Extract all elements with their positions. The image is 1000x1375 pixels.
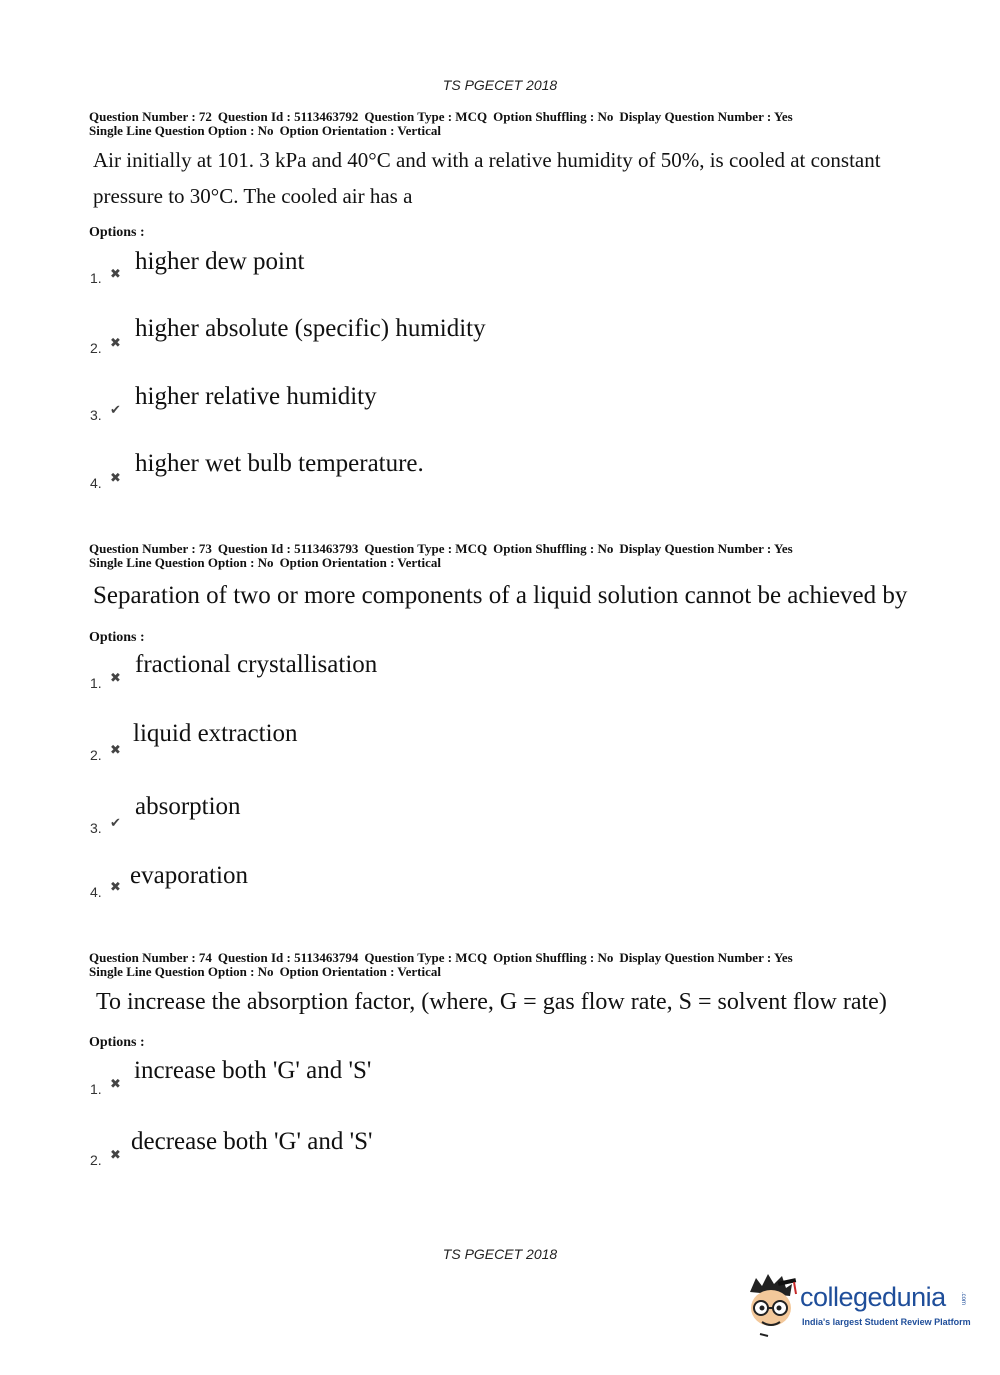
meta-line-2: Single Line Question Option : No Option Orientation : Vertical — [89, 123, 441, 138]
logo-tagline: India's largest Student Review Platform — [802, 1317, 971, 1327]
meta-line-1: Question Number : 74 Question Id : 5113463794 Question Type : MCQ Option Shuffling : No Display Question Number : Yes — [89, 950, 793, 965]
cross-icon: ✖ — [110, 743, 121, 758]
question-meta — [89, 542, 949, 570]
cross-icon: ✖ — [110, 336, 121, 351]
question-meta — [89, 951, 949, 979]
cross-icon: ✖ — [110, 671, 121, 686]
cross-icon: ✖ — [110, 471, 121, 486]
cross-icon: ✖ — [110, 1077, 121, 1092]
logo-wordmark: collegedunia — [800, 1282, 946, 1312]
options-label: Options : — [89, 225, 145, 240]
question-meta — [89, 110, 949, 138]
cross-icon: ✖ — [110, 267, 121, 282]
meta-line-2: Single Line Question Option : No Option Orientation : Vertical — [89, 555, 441, 570]
option-item[interactable]: 3. ✔ absorption — [90, 793, 241, 836]
option-item[interactable]: 4. ✖ higher wet bulb temperature. — [90, 450, 424, 491]
meta-line-1: Question Number : 72 Question Id : 5113463792 Question Type : MCQ Option Shuffling : No Display Question Number : Yes — [89, 109, 793, 124]
check-icon: ✔ — [110, 403, 121, 418]
option-item[interactable]: 1. ✖ fractional crystallisation — [90, 651, 378, 691]
option-item[interactable]: 1. ✖ higher dew point — [90, 248, 305, 286]
meta-line-1: Question Number : 73 Question Id : 5113463793 Question Type : MCQ Option Shuffling : No Display Question Number : Yes — [89, 541, 793, 556]
option-item[interactable]: 2. ✖ higher absolute (specific) humidity — [90, 315, 486, 356]
options-label: Options : — [89, 1035, 145, 1050]
page-header-title: TS PGECET 2018 — [442, 77, 558, 93]
cross-icon: ✖ — [110, 880, 121, 895]
question-text: Air initially at 101. 3 kPa and 40°C and with a relative humidity of 50%, is cooled at constant pressure to 30°C. The cooled air has a — [93, 148, 881, 208]
question-text: Separation of two or more components of a liquid solution cannot be achieved by — [93, 582, 908, 609]
option-item[interactable]: 2. ✖ liquid extraction — [90, 720, 298, 763]
page-footer-title: TS PGECET 2018 — [442, 1246, 558, 1262]
options-label: Options : — [89, 630, 145, 645]
logo-suffix: .com — [960, 1292, 966, 1306]
meta-line-2: Single Line Question Option : No Option Orientation : Vertical — [89, 964, 441, 979]
cross-icon: ✖ — [110, 1148, 121, 1163]
option-item[interactable]: 1. ✖ increase both 'G' and 'S' — [90, 1057, 372, 1097]
option-item[interactable]: 4. ✖ evaporation — [90, 862, 249, 900]
mascot-icon — [742, 1270, 800, 1340]
collegedunia-logo[interactable] — [742, 1270, 972, 1340]
question-text: To increase the absorption factor, (where, G = gas flow rate, S = solvent flow rate) — [96, 989, 887, 1015]
option-item[interactable]: 2. ✖ decrease both 'G' and 'S' — [90, 1128, 373, 1168]
check-icon: ✔ — [110, 816, 121, 831]
option-item[interactable]: 3. ✔ higher relative humidity — [90, 383, 377, 423]
